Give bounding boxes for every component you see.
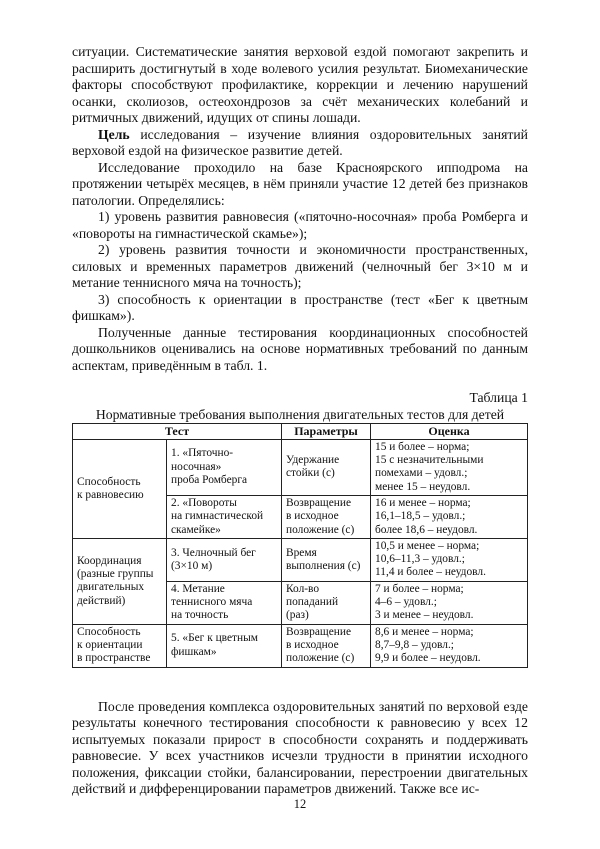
cell-line: в исходное <box>286 510 339 523</box>
results-intro-paragraph: Полученные данные тестирования координационных способностей дошкольников оценивались на основе нормативных требований по данным аспектам, приведённым в табл. 1. <box>72 324 528 373</box>
cell-line: Способность <box>77 475 141 488</box>
cell-line: фишкам» <box>171 645 217 658</box>
test-cell <box>167 538 282 581</box>
cell-line: более 18,6 – неудовл. <box>375 523 478 536</box>
cell-line: Время <box>286 546 317 559</box>
cell-line: в исходное <box>286 638 339 651</box>
cell-line: 10,6–11,3 – удовл.; <box>375 553 465 566</box>
score-cell <box>371 495 528 538</box>
cell-line: Возвращение <box>286 496 351 509</box>
list-item: 1) уровень развития равновесия («пяточно-носочная» проба Ромберга и «повороты на гимнастической скамье»); <box>72 209 528 241</box>
cell-line: 10,5 и менее – норма; <box>375 539 480 552</box>
cell-line: Удержание <box>286 454 340 467</box>
cell-line: проба Ромберга <box>171 474 248 487</box>
cell-line: положение (с) <box>286 652 355 665</box>
cell-line: 5. «Бег к цветным <box>171 632 258 645</box>
cell-line: носочная» <box>171 460 222 473</box>
list-item: 3) способность к ориентации в пространстве (тест «Бег к цветным фишкам»). <box>72 291 528 323</box>
goal-paragraph <box>72 127 528 160</box>
score-cell <box>371 538 528 581</box>
cell-line: 9,9 и более – неудовл. <box>375 652 481 665</box>
cell-line: попаданий <box>286 596 339 609</box>
score-cell <box>371 439 528 495</box>
cell-line: 8,7–9,8 – удовл.; <box>375 638 454 651</box>
goal-text: исследования – изучение влияния оздоровительных занятий верховой ездой на физическое развитие детей. <box>72 126 528 158</box>
test-cell <box>167 439 282 495</box>
cell-line: 15 с незначительными <box>375 454 484 467</box>
header-score: Оценка <box>371 423 528 439</box>
cell-line: 16 и менее – норма; <box>375 496 471 509</box>
cell-line: двигательных <box>77 581 145 594</box>
cell-line: выполнения (с) <box>286 559 361 572</box>
ability-group-cell <box>73 624 167 667</box>
cell-line: 11,4 и более – неудовл. <box>375 566 486 579</box>
parameter-cell <box>282 581 371 624</box>
ability-group-cell <box>73 439 167 538</box>
cell-line: на точность <box>171 609 229 622</box>
cell-line: действий) <box>77 594 126 607</box>
table-title: Нормативные требования выполнения двигательных тестов для детей <box>95 406 505 422</box>
cell-line: к равновесию <box>77 488 144 501</box>
table-body <box>73 439 528 667</box>
cell-line: в пространстве <box>77 652 151 665</box>
cell-line: на гимнастической <box>171 510 264 523</box>
parameter-cell <box>282 495 371 538</box>
cell-line: 16,1–18,5 – удовл.; <box>375 510 466 523</box>
cell-line: Возвращение <box>286 625 351 638</box>
cell-line: к ориентации <box>77 638 143 651</box>
cell-line: 4–6 – удовл.; <box>375 596 437 609</box>
cell-line: 8,6 и менее – норма; <box>375 625 474 638</box>
cell-line: стойки (с) <box>286 467 335 480</box>
cell-line: (3×10 м) <box>171 559 213 572</box>
goal-label: Цель <box>98 126 130 142</box>
table-row <box>73 624 528 667</box>
intro-paragraph: ситуации. Систематические занятия верховой ездой помогают закрепить и расширить достигнутый в ходе волевого усилия результат. Биомеханические факторы способствуют профилактике, коррекции и лечению нарушений осанки, сколиозов, остеохондрозов за счёт механических колебаний и ритмичных движений, идущих от спины лошади. <box>72 44 528 125</box>
parameter-cell <box>282 538 371 581</box>
list-item: 2) уровень развития точности и экономичности пространственных, силовых и временных параметров движений (челночный бег 3×10 м и метание теннисного мяча на точность); <box>72 242 528 290</box>
score-cell <box>371 624 528 667</box>
page-content <box>72 44 528 798</box>
cell-line: теннисного мяча <box>171 596 253 609</box>
test-cell <box>167 495 282 538</box>
cell-line: 2. «Повороты <box>171 496 237 509</box>
conclusion-paragraph: После проведения комплекса оздоровительных занятий по верховой езде результаты конечного тестирования способности к равновесию у всех 12 испытуемых показали прирост в способности сохранять и поддерживать равновесие. У всех участников исчезли трудности в принятии исходного положения, фиксации стойки, балансировании, перестроении двигательных действий и дифференцировании параметров движений. Также все ис- <box>72 698 528 797</box>
ability-group-cell <box>73 538 167 624</box>
parameter-cell <box>282 439 371 495</box>
cell-line: скамейке» <box>171 523 221 536</box>
cell-line: менее 15 – неудовл. <box>375 480 471 493</box>
cell-line: 3. Челночный бег <box>171 546 256 559</box>
cell-line: положение (с) <box>286 523 355 536</box>
table-row <box>73 439 528 495</box>
study-paragraph: Исследование проходило на базе Красноярского ипподрома на протяжении четырёх месяцев, в нём приняли участие 12 детей без признаков патологии. Определялись: <box>72 159 528 208</box>
cell-line: Кол-во <box>286 582 320 595</box>
cell-line: 7 и более – норма; <box>375 582 464 595</box>
table-number: Таблица 1 <box>469 390 528 405</box>
header-test: Тест <box>73 423 282 439</box>
cell-line: Координация <box>77 554 142 567</box>
cell-line: Способность <box>77 625 141 638</box>
parameter-cell <box>282 624 371 667</box>
cell-line: 4. Метание <box>171 582 225 595</box>
cell-line: (разные группы <box>77 567 154 580</box>
page-number: 12 <box>293 797 307 811</box>
cell-line: 1. «Пяточно- <box>171 447 234 460</box>
test-cell <box>167 581 282 624</box>
score-cell <box>371 581 528 624</box>
table-row <box>73 538 528 581</box>
cell-line: 15 и более – норма; <box>375 440 470 453</box>
norms-table <box>72 423 528 668</box>
cell-line: помехами – удовл.; <box>375 467 468 480</box>
cell-line: 3 и менее – неудовл. <box>375 609 474 622</box>
cell-line: (раз) <box>286 609 309 622</box>
header-parameters: Параметры <box>282 423 371 439</box>
test-cell <box>167 624 282 667</box>
table-header-row <box>73 423 528 439</box>
